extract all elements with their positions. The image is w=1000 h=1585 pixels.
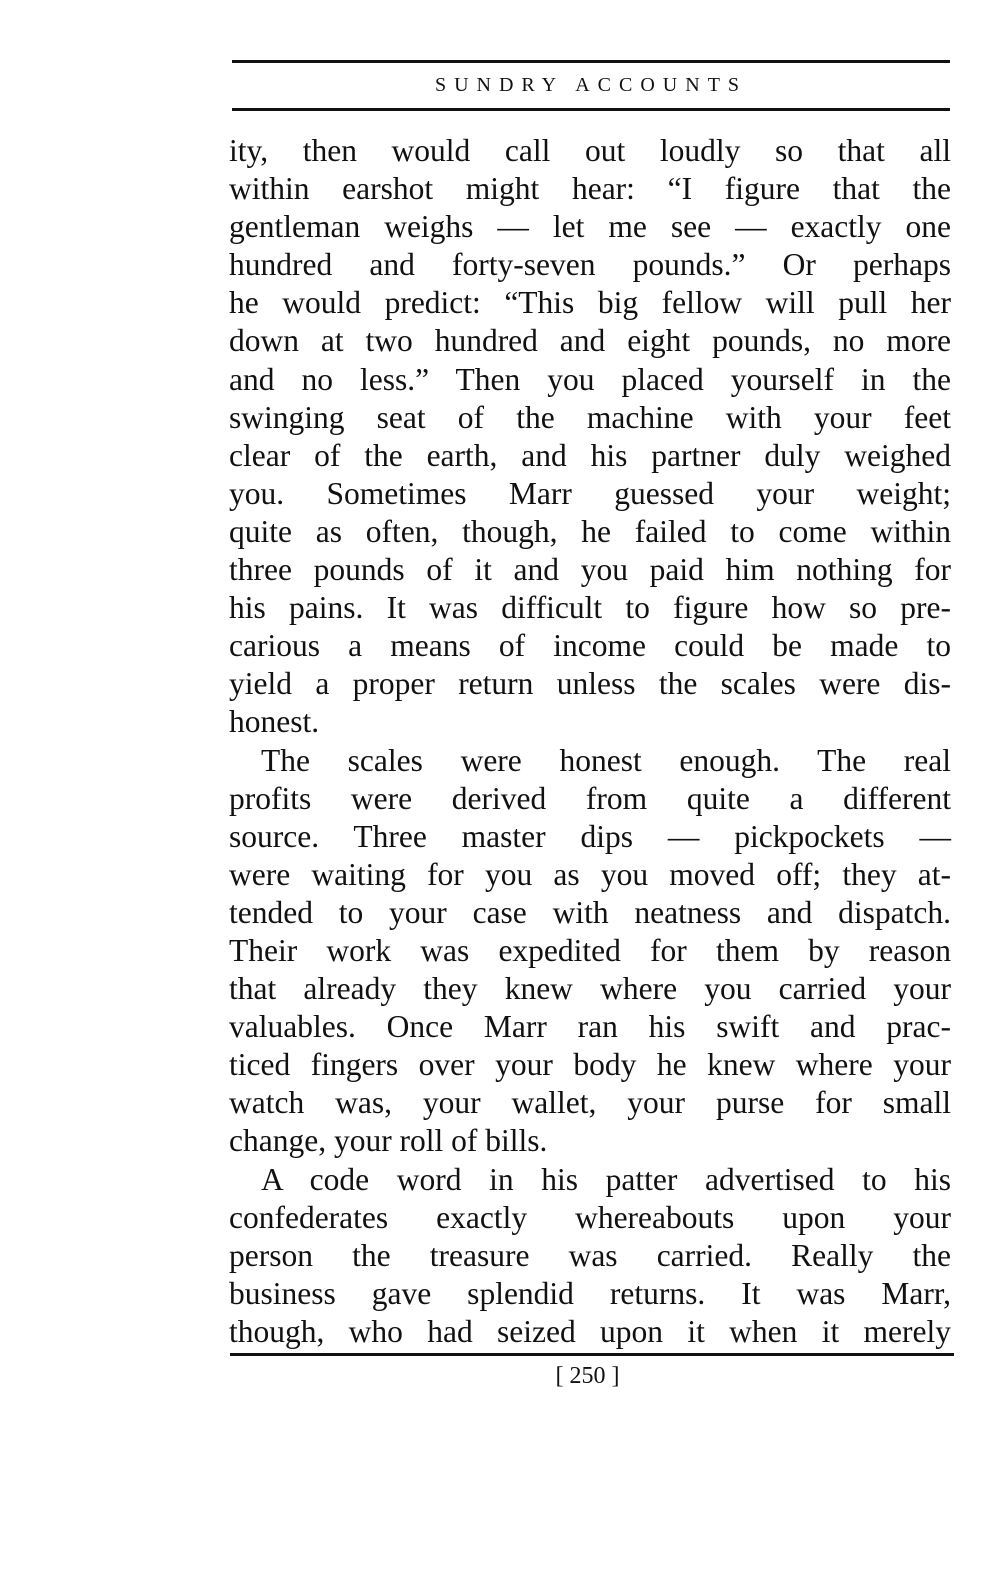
text-line: change, your roll of bills. (229, 1123, 548, 1159)
text-line: were waiting for you as you moved off; they at- (229, 856, 951, 892)
body-text (229, 132, 951, 1351)
page-number: [ 250 ] (555, 1363, 620, 1389)
text-line: yield a proper return unless the scales were dis- (229, 666, 951, 702)
text-line: and no less.” Then you placed yourself in the (229, 361, 951, 397)
paragraph-first-line: The scales were honest enough. The real (261, 742, 951, 778)
text-line: person the treasure was carried. Really the (229, 1237, 951, 1273)
text-line: Their work was expedited for them by reason (229, 932, 951, 968)
text-line: he would predict: “This big fellow will pull her (229, 285, 951, 321)
paragraph-first-line: A code word in his patter advertised to his (261, 1161, 951, 1197)
text-line: swinging seat of the machine with your feet (229, 399, 951, 435)
text-line: watch was, your wallet, your purse for small (229, 1085, 951, 1121)
text-line: valuables. Once Marr ran his swift and prac- (229, 1009, 951, 1045)
text-line: his pains. It was difficult to figure how so pre- (229, 590, 951, 626)
text-line: within earshot might hear: “I figure that the (229, 171, 951, 207)
text-line: tended to your case with neatness and dispatch. (229, 894, 951, 930)
top-rule (232, 60, 950, 63)
text-line: gentleman weighs — let me see — exactly one (229, 209, 951, 245)
text-line: source. Three master dips — pickpockets — (229, 818, 951, 854)
text-line: profits were derived from quite a different (229, 780, 951, 816)
text-line: you. Sometimes Marr guessed your weight; (229, 475, 951, 511)
text-line: clear of the earth, and his partner duly weighed (229, 437, 951, 473)
text-line: three pounds of it and you paid him nothing for (229, 552, 951, 588)
text-line: carious a means of income could be made to (229, 628, 951, 664)
text-line: ity, then would call out loudly so that all (229, 133, 951, 168)
header-rule (232, 108, 950, 111)
text-line: hundred and forty-seven pounds.” Or perhaps (229, 247, 951, 283)
text-line: honest. (229, 704, 320, 740)
text-line: quite as often, though, he failed to come within (229, 513, 951, 549)
running-head: SUNDRY ACCOUNTS (434, 74, 748, 96)
text-line: business gave splendid returns. It was Marr, (229, 1275, 951, 1311)
text-line: ticed fingers over your body he knew where your (229, 1047, 951, 1083)
text-line: confederates exactly whereabouts upon your (229, 1199, 951, 1235)
text-line: that already they knew where you carried your (229, 971, 951, 1007)
text-line: down at two hundred and eight pounds, no more (229, 323, 951, 359)
footer-rule (230, 1353, 954, 1356)
text-line: though, who had seized upon it when it merely (229, 1313, 951, 1349)
